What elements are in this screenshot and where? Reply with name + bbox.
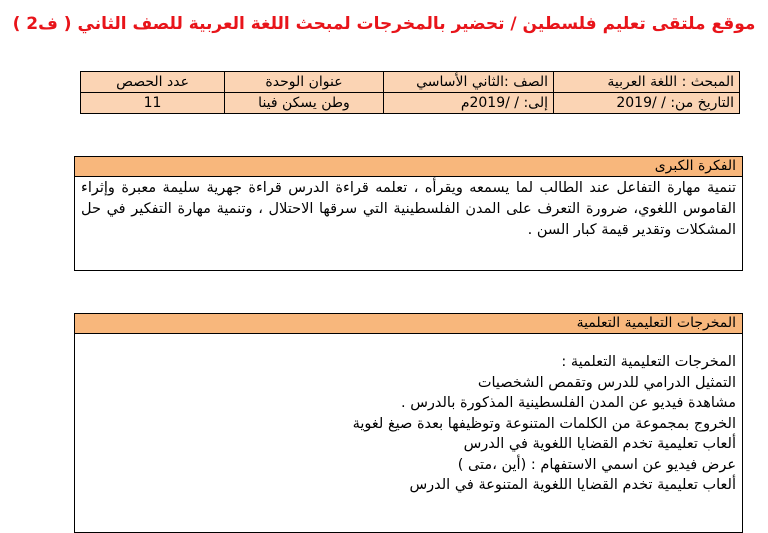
big-idea-text: تنمية مهارة التفاعل عند الطالب لما يسمعه ويقرأه ، تعلمه قراءة الدرس قراءة جهرية سليمة معبرة وإثراء القاموس اللغوي، ضرورة التعرف على المدن الفلسطينية التي سرقها الاحتلال ، وتنمية مهارة التفكير في حل المشكلات وتقدير قيمة كبار السن .	[81, 180, 736, 238]
list-item: عرض فيديو عن اسمي الاستفهام : (أين ،متى )	[457, 456, 736, 473]
outcomes-box	[74, 313, 743, 533]
lessons-count-header: عدد الحصص	[81, 72, 225, 93]
date-from-cell: التاريخ من: / /2019	[554, 93, 740, 114]
big-idea-heading: الفكرة الكبرى	[75, 157, 742, 177]
list-item: التمثيل الدرامي للدرس وتقمص الشخصيات	[477, 374, 736, 391]
grade-cell: الصف :الثاني الأساسي	[384, 72, 554, 93]
outcomes-list	[75, 334, 742, 496]
table-row	[81, 93, 740, 114]
table-row	[81, 72, 740, 93]
list-item: مشاهدة فيديو عن المدن الفلسطينية المذكورة بالدرس .	[400, 395, 736, 411]
big-idea-box	[74, 156, 743, 271]
list-item: ألعاب تعليمية تخدم القضايا اللغوية في الدرس	[463, 436, 736, 452]
subject-cell: المبحث : اللغة العربية	[554, 72, 740, 93]
list-item: ألعاب تعليمية تخدم القضايا اللغوية المتنوعة في الدرس	[409, 477, 736, 493]
lessons-count-cell: 11	[81, 93, 225, 114]
unit-title-cell: وطن يسكن فينا	[225, 93, 384, 114]
list-item: المخرجات التعليمية التعلمية :	[561, 354, 736, 370]
list-item: الخروج بمجموعة من الكلمات المتنوعة وتوظيفها بعدة صيغ لغوية	[352, 415, 736, 432]
outcomes-heading: المخرجات التعليمية التعلمية	[75, 314, 742, 334]
lesson-info-table	[80, 71, 740, 114]
unit-title-header: عنوان الوحدة	[225, 72, 384, 93]
date-to-cell: إلى: / /2019م	[384, 93, 554, 114]
page-title: موقع ملتقى تعليم فلسطين / تحضير بالمخرجات لمبحث اللغة العربية للصف الثاني ( ف2 )	[12, 14, 756, 34]
